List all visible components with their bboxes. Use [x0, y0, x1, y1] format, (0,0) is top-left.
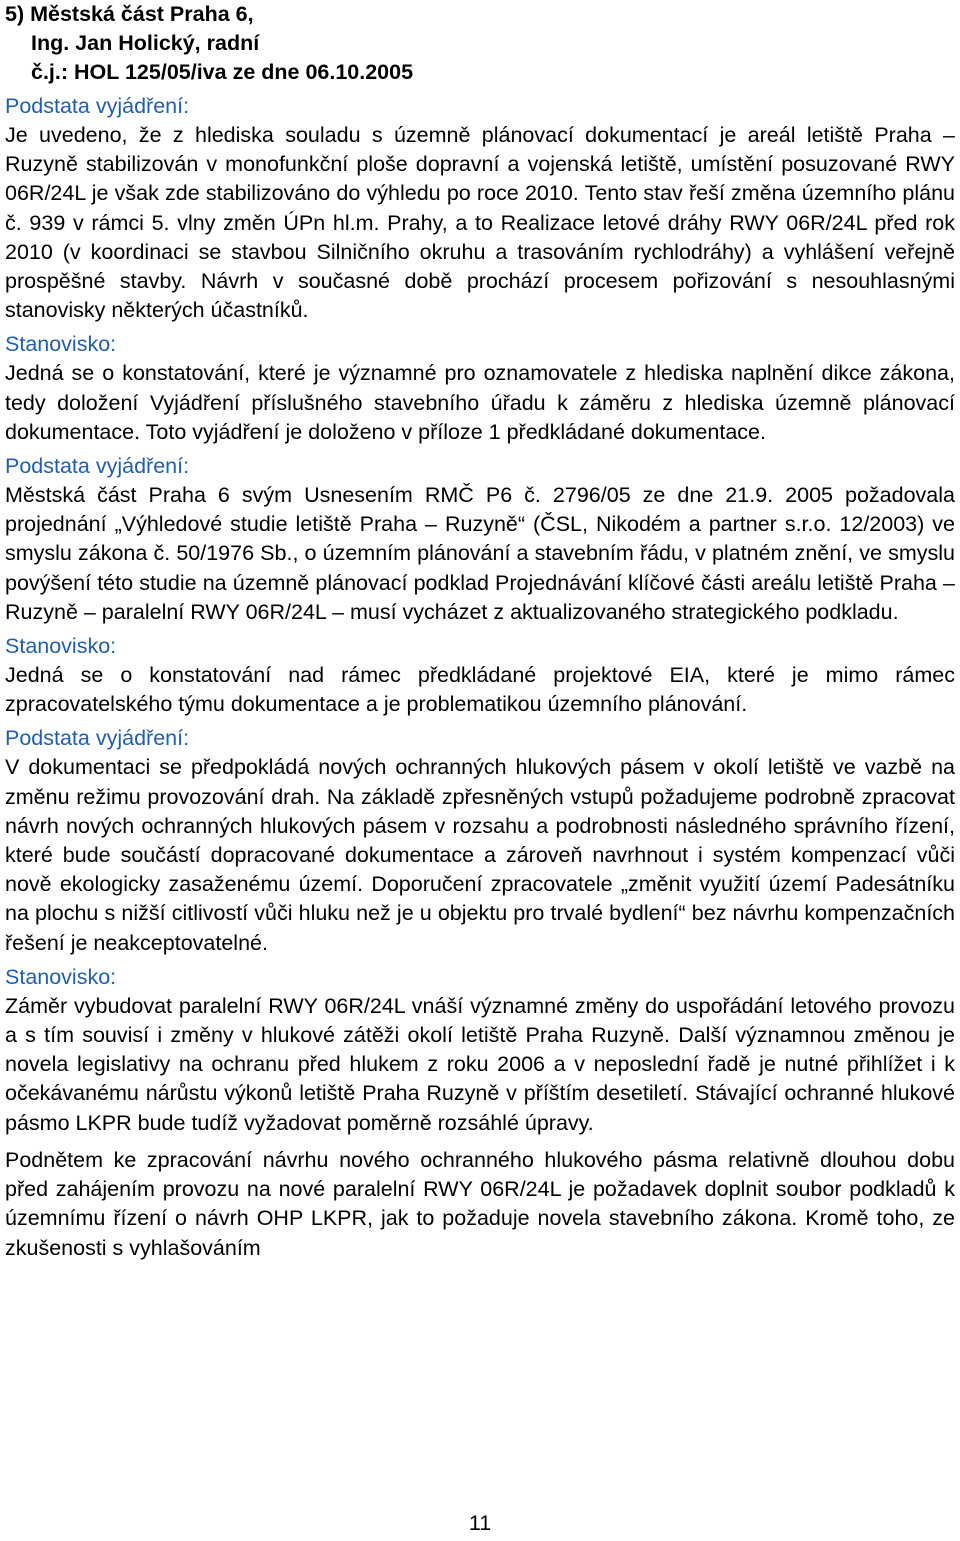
label-podstata-3: Podstata vyjádření:	[5, 726, 190, 751]
stanovisko-paragraph-2: Jedná se o konstatování nad rámec předkládané projektové EIA, které je mimo rámec zpracovatelského týmu dokumentace a je problematikou územního plánování.	[5, 663, 955, 717]
label-podstata-2: Podstata vyjádření:	[5, 454, 190, 479]
label-podstata-1: Podstata vyjádření:	[5, 94, 190, 118]
podstata-paragraph-1: Je uvedeno, že z hlediska souladu s územně plánovací dokumentací je areál letiště Praha – Ruzyně stabilizován v monofunkční ploše dopravní a vojenská letiště, umístění posuzované RWY 06R/24L je však zde stabilizováno do výhledu po roce 2010. Tento stav řeší změna územního plánu č. 939 v rámci 5. vlny změn ÚPn hl.m. Prahy, a to Realizace letové dráhy RWY 06R/24L před rok 2010 (v koordinaci se stavbou Silničního okruhu a trasováním rychlodráhy) a vyhlášení veřejně prospěšné stavby. Návrh v současné době prochází procesem pořizování s nesouhlasnými stanovisky některých účastníků.	[5, 123, 955, 323]
heading-reference: č.j.: HOL 125/05/iva ze dne 06.10.2005	[31, 60, 414, 84]
page-number: 11	[468, 1511, 492, 1535]
label-stanovisko-3: Stanovisko:	[5, 964, 117, 989]
heading-title: 5) Městská část Praha 6,	[5, 2, 254, 26]
stanovisko-paragraph-1: Jedná se o konstatování, které je významné pro oznamovatele z hlediska naplnění dikce zákona, tedy doložení Vyjádření příslušného stavebního úřadu k záměru z hlediska územně plánovací dokumentace. Toto vyjádření je doloženo v příloze 1 předkládané dokumentace.	[5, 361, 955, 444]
label-stanovisko-2: Stanovisko:	[5, 634, 117, 659]
podstata-paragraph-3: V dokumentaci se předpokládá nových ochranných hlukových pásem v okolí letiště ve vazbě na změnu režimu provozování drah. Na základě zpřesněných vstupů požadujeme podrobně zpracovat návrh nových ochranných hlukových pásem v rozsahu a podrobnosti následného správního řízení, které bude součástí dopracované dokumentace a zároveň navrhnout i systém kompenzací vůči nově ekologicky zasaženému území. Doporučení zpracovatele „změnit využití území Padesátníku na plochu s nižší citlivostí vůči hluku než je u objektu pro trvalé bydlení“ bez návrhu kompenzačních řešení je neakceptovatelné.	[5, 755, 955, 955]
heading-author: Ing. Jan Holický, radní	[31, 31, 260, 55]
section-heading	[5, 0, 955, 87]
stanovisko-paragraph-3b: Podnětem ke zpracování návrhu nového ochranného hlukového pásma relativně dlouhou dobu před zahájením provozu na nové paralelní RWY 06R/24L je požadavek doplnit soubor podkladů k územnímu řízení o návrh OHP LKPR, jak to požaduje novela stavebního zákona. Kromě toho, ze zkušenosti s vyhlašováním	[5, 1147, 955, 1260]
podstata-paragraph-2: Městská část Praha 6 svým Usnesením RMČ P6 č. 2796/05 ze dne 21.9. 2005 požadovala projednání „Výhledové studie letiště Praha – Ruzyně“ (ČSL, Nikodém a partner s.r.o. 12/2003) ve smyslu zákona č. 50/1976 Sb., o územním plánování a stavebním řádu, v platném znění, ve smyslu povýšení této studie na územně plánovací podklad Projednávání klíčové části areálu letiště Praha – Ruzyně – paralelní RWY 06R/24L – musí vycházet z aktualizovaného strategického podkladu.	[5, 483, 955, 624]
document-page	[5, 0, 955, 1263]
label-stanovisko-1: Stanovisko:	[5, 332, 117, 357]
stanovisko-paragraph-3a: Záměr vybudovat paralelní RWY 06R/24L vnáší významné změny do uspořádání letového provozu a s tím souvisí i změny v hlukové zátěži okolí letiště Praha Ruzyně. Další významnou změnou je novela legislativy na ochranu před hlukem z roku 2006 a v neposlední řadě je nutné přihlížet i k očekávanému nárůstu výkonů letiště Praha Ruzyně v příštím desetiletí. Stávající ochranné hlukové pásmo LKPR bude tudíž vyžadovat poměrně rozsáhlé úpravy.	[5, 993, 955, 1135]
